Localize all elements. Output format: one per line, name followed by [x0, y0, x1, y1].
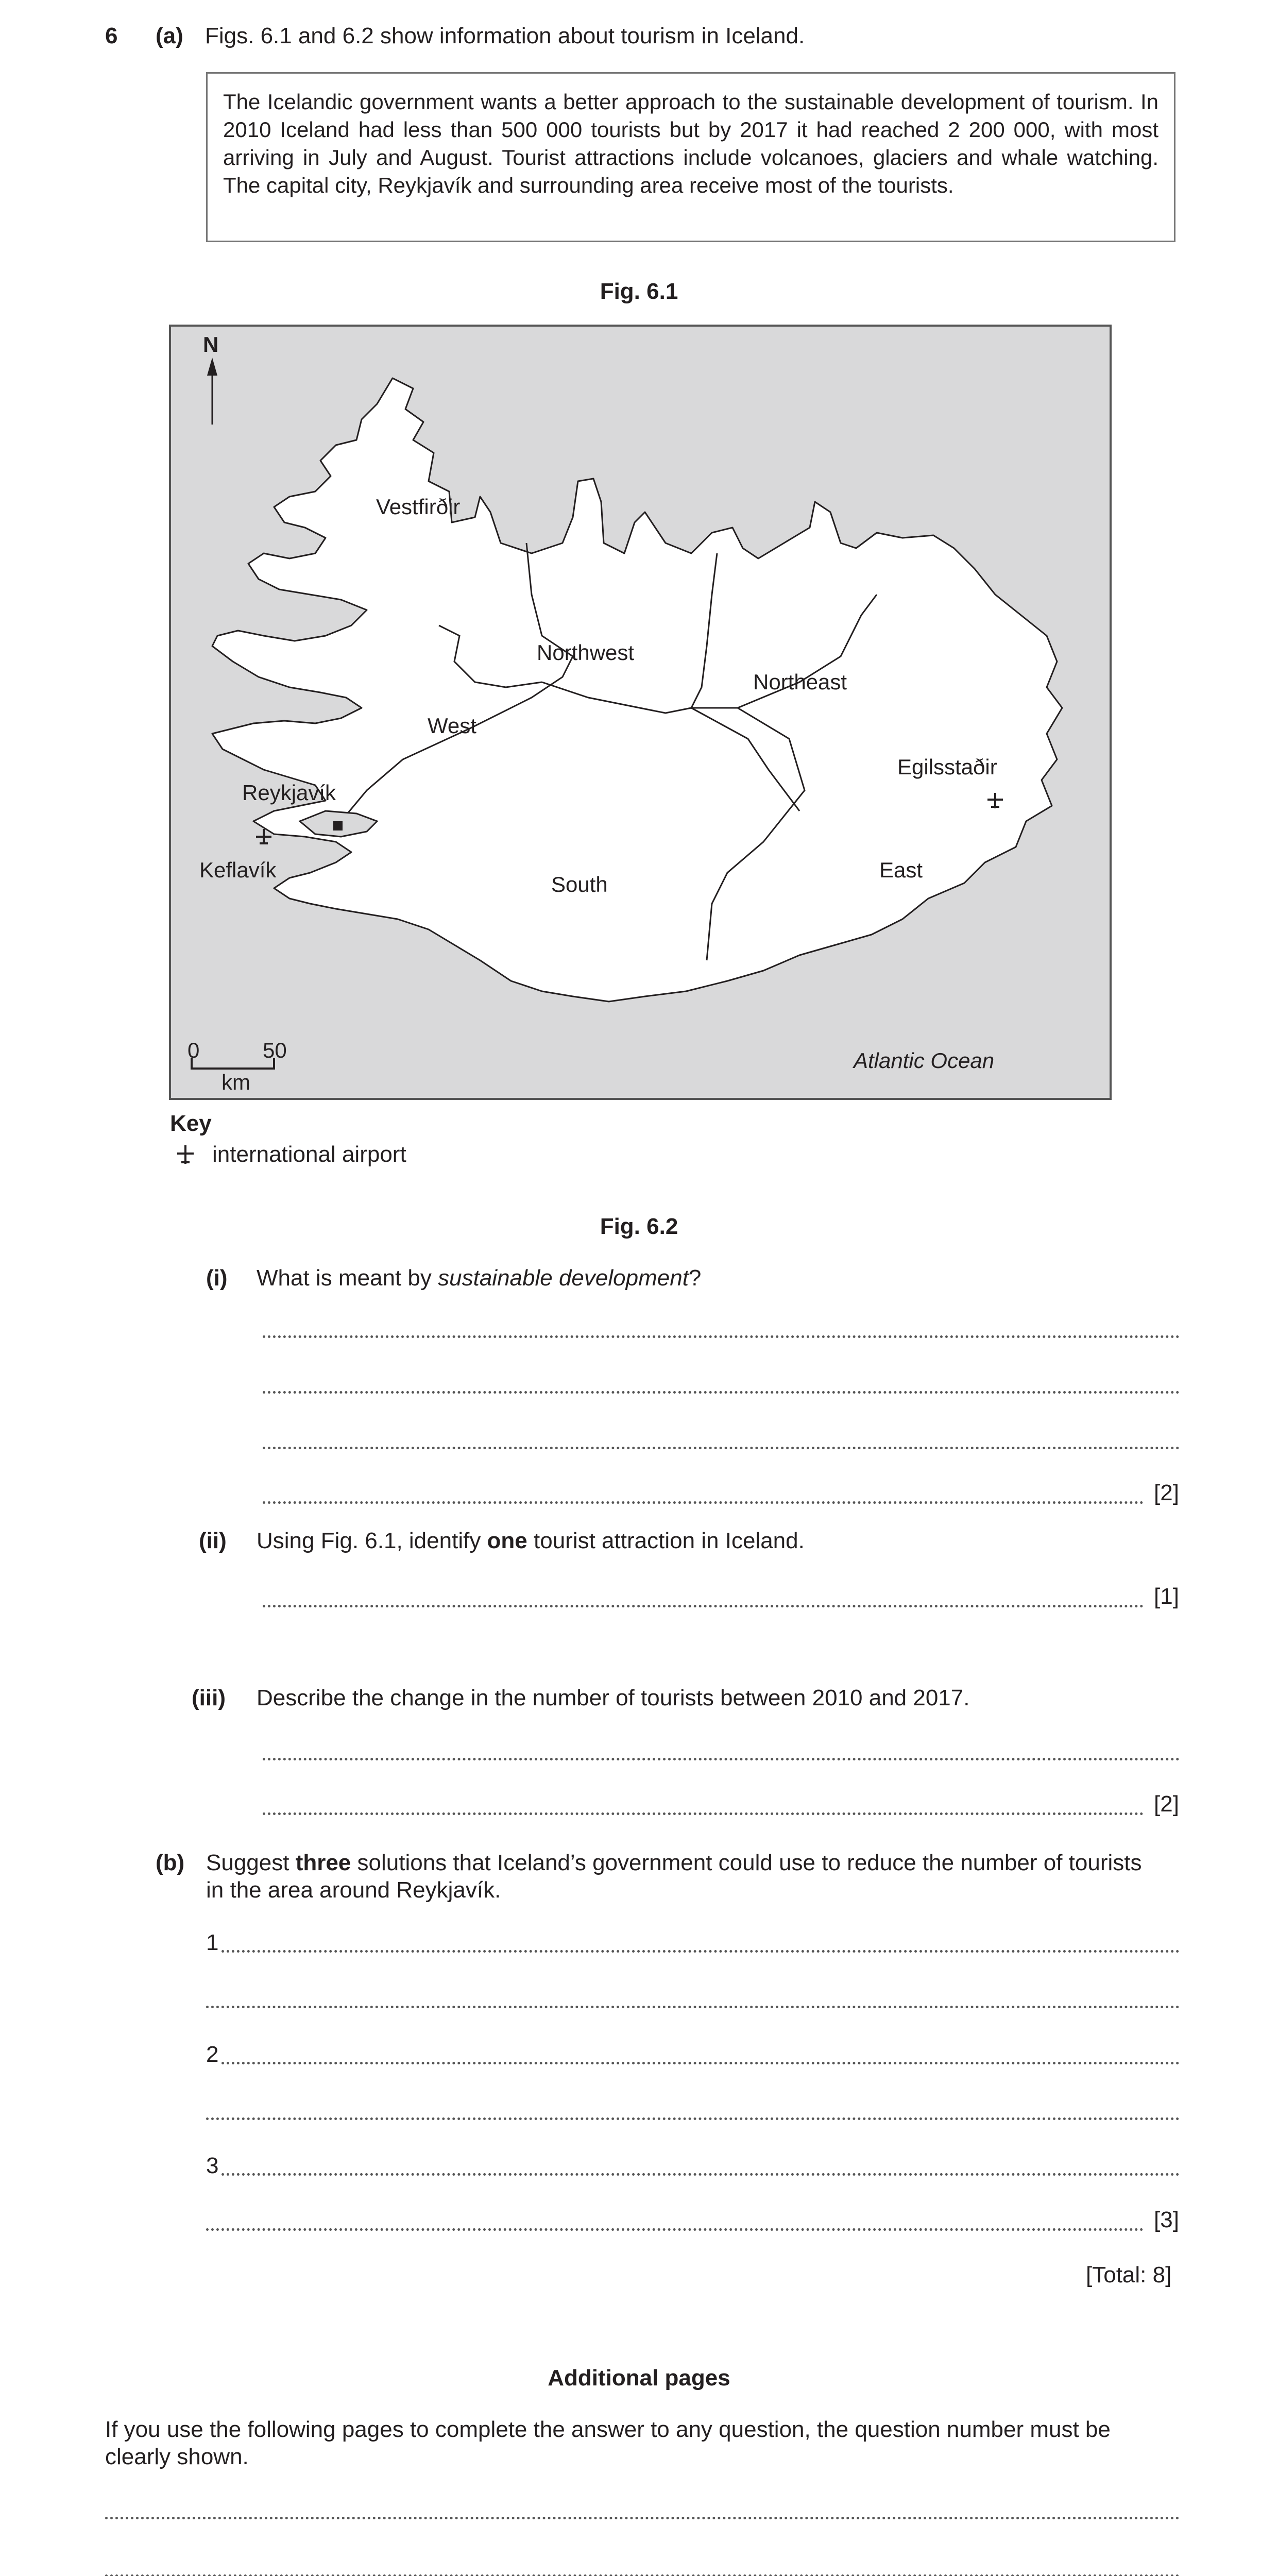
- region-west: West: [428, 714, 476, 738]
- answer-line[interactable]: [263, 1812, 1144, 1815]
- sub-iii-question: Describe the change in the number of tourists between 2010 and 2017.: [257, 1685, 970, 1710]
- iceland-map: [169, 325, 1112, 1100]
- answer-number-1: 1: [206, 1930, 219, 1955]
- sub-iii-mark: [2]: [1154, 1791, 1179, 1817]
- place-keflavik: Keflavík: [199, 858, 277, 882]
- part-b-question-line1: Suggest three solutions that Iceland’s government could use to reduce the number of tourists: [206, 1850, 1142, 1875]
- reykjavik-marker: [333, 821, 343, 831]
- part-a-label: (a): [156, 23, 183, 48]
- answer-line[interactable]: [105, 2517, 1180, 2519]
- answer-line[interactable]: [263, 1391, 1180, 1394]
- answer-line[interactable]: [263, 1758, 1180, 1760]
- answer-line[interactable]: [263, 1335, 1180, 1338]
- part-b-question-line2: in the area around Reykjavík.: [206, 1877, 501, 1903]
- ocean-label: Atlantic Ocean: [854, 1048, 995, 1073]
- total-mark: [Total: 8]: [1086, 2262, 1172, 2287]
- region-east: East: [879, 858, 923, 882]
- additional-instruction-line2: clearly shown.: [105, 2444, 249, 2469]
- additional-pages-title: Additional pages: [548, 2365, 730, 2391]
- sub-ii-question: Using Fig. 6.1, identify one tourist attraction in Iceland.: [257, 1528, 805, 1553]
- fig-6-1-title: Fig. 6.1: [600, 279, 678, 304]
- scale-bar: [192, 1058, 274, 1069]
- sub-ii-mark: [1]: [1154, 1584, 1179, 1609]
- answer-line[interactable]: [221, 1950, 1180, 1953]
- answer-line[interactable]: [206, 2117, 1180, 2120]
- part-b-label: (b): [156, 1850, 185, 1875]
- answer-line[interactable]: [221, 2173, 1180, 2176]
- north-label: N: [203, 332, 219, 357]
- region-vestfirdir: Vestfirðir: [376, 495, 461, 519]
- iceland-outline: [212, 378, 1062, 1002]
- question-number: 6: [105, 23, 118, 48]
- sub-iii-label: (iii): [192, 1685, 226, 1710]
- sub-i-label: (i): [206, 1265, 228, 1291]
- iceland-map-svg: [171, 327, 1110, 1098]
- answer-line[interactable]: [263, 1605, 1144, 1607]
- answer-line[interactable]: [206, 2228, 1144, 2231]
- part-b-mark: [3]: [1154, 2207, 1179, 2232]
- answer-line[interactable]: [263, 1501, 1144, 1504]
- fig-6-2-title: Fig. 6.2: [600, 1214, 678, 1239]
- north-arrow: [207, 358, 217, 425]
- place-reykjavik: Reykjavík: [242, 781, 336, 805]
- key-title: Key: [170, 1111, 212, 1136]
- place-egilsstadir: Egilsstaðir: [897, 755, 997, 779]
- key-airport-label: international airport: [212, 1142, 406, 1167]
- sub-i-question: What is meant by sustainable development?: [257, 1265, 702, 1291]
- fig-6-2-textbox: The Icelandic government wants a better approach to the sustainable development of tourism. In 2010 Iceland had less than 500 000 tourists but by 2017 it had reached 2 200 000, with most arriving in July and August. Tourist attractions include volcanoes, glaciers and whale watching. The capital city, Reykjavík and surrounding area receive most of the tourists.: [206, 72, 1175, 242]
- answer-line[interactable]: [263, 1447, 1180, 1449]
- scale-start: 0: [188, 1038, 200, 1062]
- sub-ii-label: (ii): [199, 1528, 227, 1553]
- answer-line[interactable]: [221, 2062, 1180, 2064]
- additional-instruction-line1: If you use the following pages to complete the answer to any question, the question number must be: [105, 2417, 1111, 2442]
- airplane-icon: [175, 1143, 196, 1166]
- scale-end: 50: [263, 1038, 287, 1062]
- region-south: South: [551, 872, 608, 896]
- sub-i-mark: [2]: [1154, 1480, 1179, 1505]
- region-northeast: Northeast: [753, 670, 847, 694]
- region-northwest: Northwest: [537, 640, 635, 665]
- answer-number-3: 3: [206, 2153, 219, 2178]
- answer-line[interactable]: [206, 2006, 1180, 2008]
- answer-number-2: 2: [206, 2042, 219, 2067]
- question-intro: Figs. 6.1 and 6.2 show information about tourism in Iceland.: [205, 23, 805, 48]
- scale-unit: km: [221, 1070, 250, 1094]
